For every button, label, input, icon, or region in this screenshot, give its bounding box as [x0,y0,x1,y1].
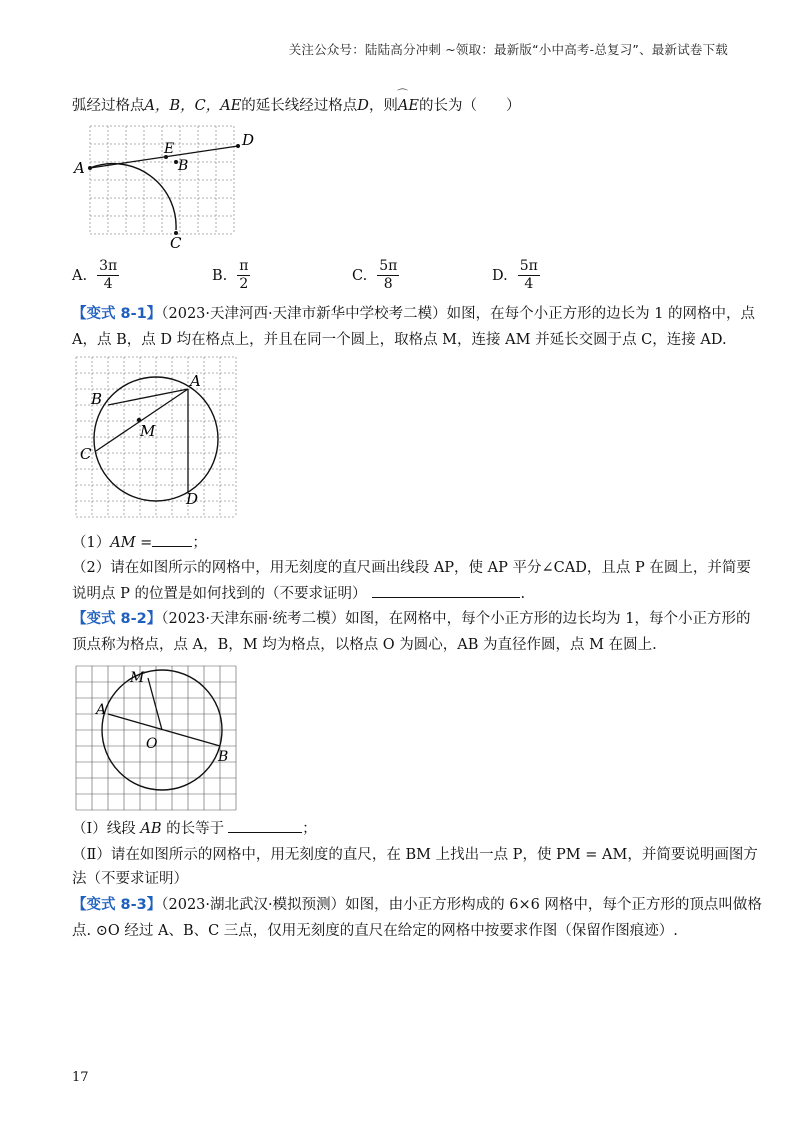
intro-ae: AE [220,98,242,114]
v81-q2-line-1: （2）请在如图所示的网格中，用无刻度的直尺画出线段 AP，使 AP 平分∠CAD，且点 P 在圆上，并简要 [72,560,751,576]
option-b-letter: B. [212,267,228,284]
fig3-label-a: A [96,702,107,718]
option-a[interactable] [72,258,119,293]
v81-line-2: A，点 B，点 D 均在格点上，并且在同一个圆上，取格点 M，连接 AM 并延长交圆于点 C，连接 AD. [72,332,727,348]
v83-text-1: （2023·湖北武汉·模拟预测）如图，由小正方形构成的 6×6 网格中，每个正方形的顶点叫做格 [161,897,762,913]
v82-text-1: （2023·天津东丽·统考二模）如图，在网格中，每个小正方形的边长均为 1，每个小正方形的 [161,611,751,627]
fig1-label-e: E [164,141,175,157]
option-a-letter: A. [72,267,88,284]
option-d[interactable] [492,258,540,293]
fig1-label-d: D [242,131,255,149]
fig3-label-b: B [218,749,229,765]
v81-q2-line-2 [72,583,525,604]
intro-text-2: 的延长线经过格点 [241,98,358,114]
v82-q1-prefix: （Ⅰ）线段 [72,821,141,837]
option-c-letter: C. [352,267,368,284]
fig2-label-a: A [190,372,201,390]
intro-arc-ae: ⌒ AE [398,96,419,116]
intro-text-3: ，则 [368,98,398,114]
figure-2-circle-grid [72,355,247,520]
v82-line-2: 顶点称为格点，点 A，B，M 均为格点，以格点 O 为圆心，AB 为直径作圆，点 M 在圆上. [72,637,657,653]
v81-q2-text: 说明点 P 的位置是如何找到的（不要求证明） [72,586,367,602]
v82-q1 [72,818,317,839]
option-a-num: 3π [99,258,118,274]
v82-line-1 [72,609,750,629]
v81-q1-prefix: （1） [72,535,111,551]
question-intro [72,96,521,116]
fig3-label-o: O [146,736,158,752]
option-b[interactable] [212,258,250,293]
intro-points: A，B，C， [144,98,221,114]
fig1-label-b: B [178,158,189,174]
option-c-num: 5π [379,258,398,274]
v81-tag: 【变式 8-1】 [72,306,162,322]
v83-line-2: 点. ⊙O 经过 A、B、C 三点，仅用无刻度的直尺在给定的网格中按要求作图（保留作图痕迹）. [72,923,678,939]
figure-3-circle-grid [72,660,242,815]
v82-q1-end: ； [302,821,317,837]
fig3-label-m: M [130,670,145,686]
v82-q2-line-1: （Ⅱ）请在如图所示的网格中，用无刻度的直尺，在 BM 上找出一点 P，使 PM = AM，并简要说明画图方 [72,847,758,863]
v83-tag: 【变式 8-3】 [72,897,162,913]
fig2-label-b: B [91,390,103,408]
intro-text-1: 弧经过格点 [72,98,145,114]
page-number: 17 [72,1070,89,1085]
fig2-label-d: D [186,490,199,508]
v81-line-1 [72,304,755,324]
fig2-label-m: M [140,422,156,440]
v82-q2-line-2: 法（不要求证明） [72,871,188,887]
figure-1-grid-arc [72,120,272,255]
v81-q1-blank[interactable] [152,532,192,547]
v82-q1-blank[interactable] [228,818,302,833]
option-b-num: π [239,258,249,274]
option-a-den: 4 [103,276,113,292]
fig1-label-a: A [74,159,85,177]
option-d-letter: D. [492,267,508,284]
v82-q1-var: AB [140,821,162,837]
v82-q1-post: 的长等于 [161,821,225,837]
v81-q1 [72,532,207,553]
v81-q2-blank[interactable] [372,583,520,598]
fig1-label-c: C [170,234,182,252]
v81-text-1: （2023·天津河西·天津市新华中学校考二模）如图，在每个小正方形的边长为 1 的网格中，点 [161,306,756,322]
page-header: 关注公众号：陆陆高分冲刺 ~领取：最新版“小中高考-总复习”、最新试卷下载 [288,42,728,57]
v81-q1-eq: = [135,535,153,551]
option-c[interactable] [352,258,399,293]
option-b-den: 2 [239,276,249,292]
option-d-num: 5π [519,258,538,274]
option-c-den: 8 [383,276,393,292]
option-d-den: 4 [524,276,534,292]
intro-d: D [357,98,369,114]
v81-q1-post: ； [192,535,207,551]
v83-line-1 [72,895,762,915]
fig2-label-c: C [80,445,92,463]
v81-q2-end: . [520,586,526,602]
intro-text-4: 的长为（ ） [419,98,521,114]
v81-q1-var: AM [110,535,136,551]
v82-tag: 【变式 8-2】 [72,611,162,627]
